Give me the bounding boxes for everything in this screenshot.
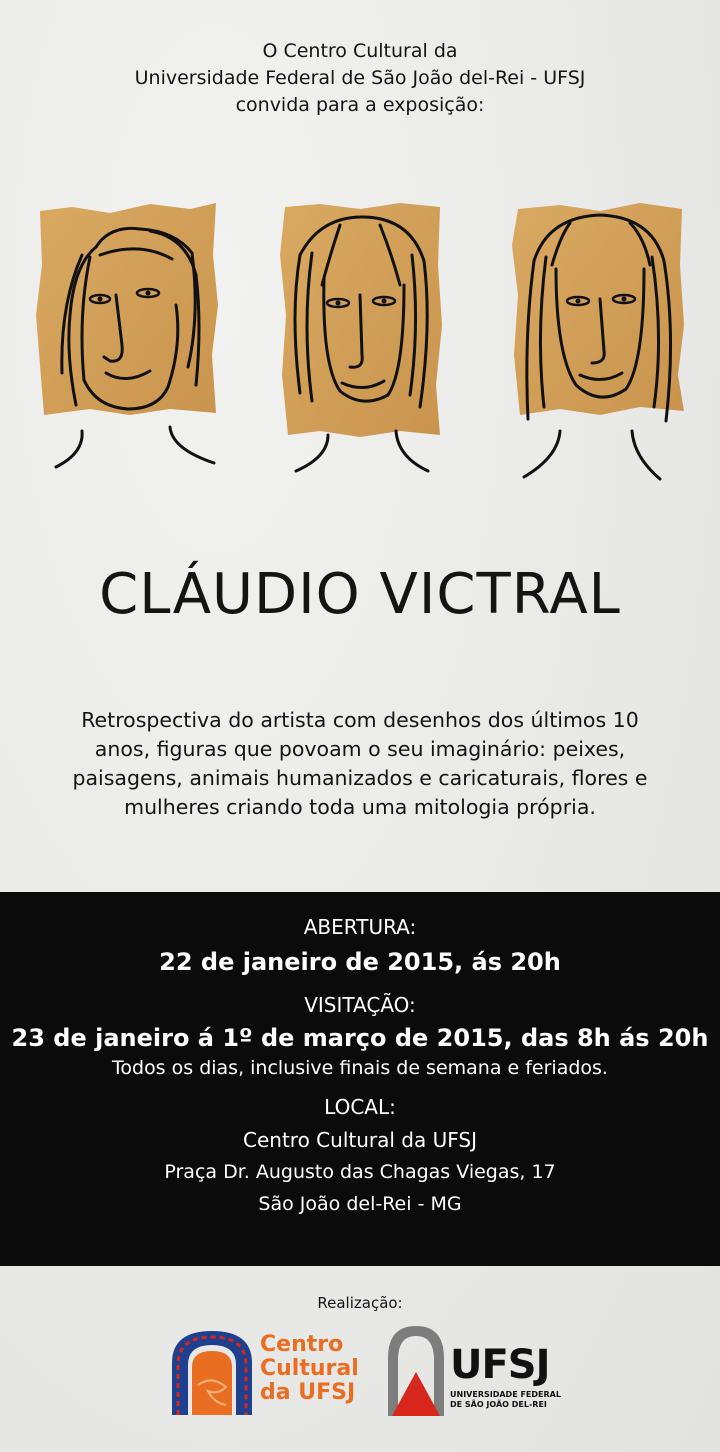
ufsj-logo <box>386 1322 566 1422</box>
location-city: São João del-Rei - MG <box>258 1193 462 1215</box>
exhibition-description <box>60 706 660 822</box>
centro-cultural-logo <box>168 1325 368 1420</box>
cc-logo-line-1: Centro <box>260 1332 344 1357</box>
ufsj-logo-sub-2: DE SÃO JOÃO DEL-REI <box>450 1400 547 1409</box>
visitation-note: Todos os dias, inclusive finais de semana e feriados. <box>112 1057 608 1079</box>
location-address: Praça Dr. Augusto das Chagas Viegas, 17 <box>164 1161 556 1183</box>
intro-line-2: Universidade Federal de São João del-Rei - UFSJ <box>134 67 586 89</box>
ufsj-logo-sub-1: UNIVERSIDADE FEDERAL <box>450 1390 561 1399</box>
cc-logo-line-3: da UFSJ <box>260 1380 356 1405</box>
intro-text <box>0 38 720 119</box>
portraits-illustration <box>0 195 720 495</box>
opening-label: ABERTURA: <box>303 915 417 939</box>
description-line-2: anos, figuras que povoam o seu imaginário: peixes, <box>94 737 626 761</box>
event-info-band <box>0 892 720 1266</box>
location-venue: Centro Cultural da UFSJ <box>243 1128 477 1152</box>
intro-line-3: convida para a exposição: <box>235 94 485 116</box>
location-label: LOCAL: <box>324 1095 396 1119</box>
description-line-1: Retrospectiva do artista com desenhos dos últimos 10 <box>81 708 639 732</box>
ufsj-emblem-icon <box>386 1322 446 1418</box>
portrait-2 <box>280 203 442 471</box>
cc-logo-line-2: Cultural <box>260 1356 359 1381</box>
credits-label: Realização: <box>317 1294 403 1312</box>
opening-date: 22 de janeiro de 2015, ás 20h <box>159 948 561 976</box>
portrait-3 <box>512 203 684 479</box>
visitation-label: VISITAÇÃO: <box>304 993 416 1017</box>
intro-line-1: O Centro Cultural da <box>262 40 458 62</box>
description-line-3: paisagens, animais humanizados e caricaturais, flores e <box>72 766 648 790</box>
portrait-1 <box>36 203 218 467</box>
description-line-4: mulheres criando toda uma mitologia própria. <box>124 795 596 819</box>
ufsj-logo-main: UFSJ <box>450 1342 550 1388</box>
artist-name: CLÁUDIO VICTRAL <box>99 562 621 627</box>
visitation-dates: 23 de janeiro á 1º de março de 2015, das 8h ás 20h <box>11 1024 709 1052</box>
centro-cultural-emblem-icon <box>168 1325 258 1420</box>
